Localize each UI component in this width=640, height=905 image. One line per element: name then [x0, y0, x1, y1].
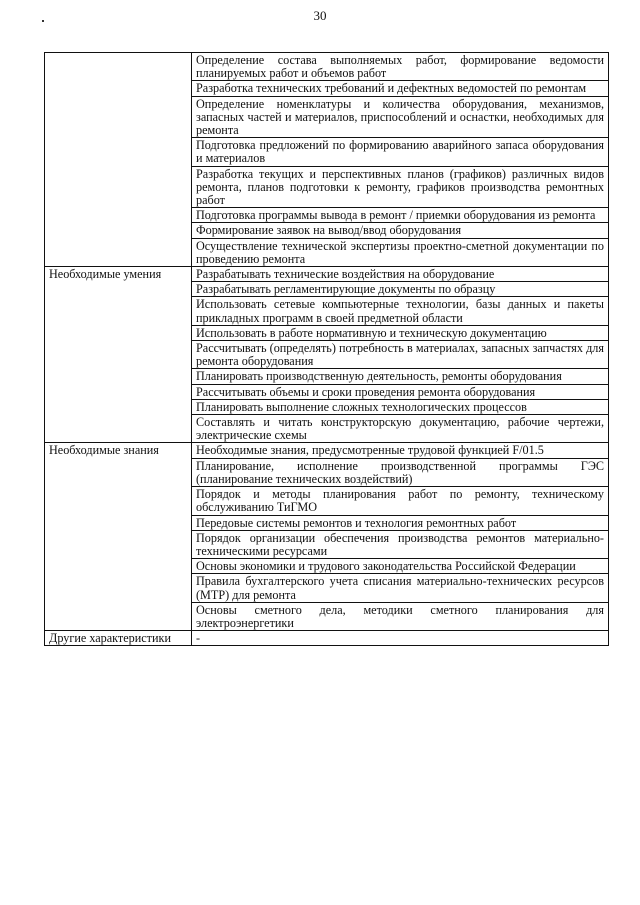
section-item: Порядок и методы планирования работ по ремонту, техническому обслуживанию ТиГМО	[192, 487, 609, 515]
section-item: Составлять и читать конструкторскую документацию, рабочие чертежи, электрические схемы	[192, 415, 609, 443]
section-item: Планировать производственную деятельность, ремонты оборудования	[192, 369, 609, 384]
table-row	[45, 631, 609, 646]
section-item: Рассчитывать (определять) потребность в материалах, запасных запчастях для ремонта оборудования	[192, 341, 609, 369]
section-item: Определение состава выполняемых работ, формирование ведомости планируемых работ и объемов работ	[192, 53, 609, 81]
section-item: Основы сметного дела, методики сметного планирования для электроэнергетики	[192, 602, 609, 630]
section-item: Основы экономики и трудового законодательства Российской Федерации	[192, 559, 609, 574]
section-item: -	[192, 631, 609, 646]
section-label: Другие характеристики	[45, 631, 192, 646]
section-item: Использовать сетевые компьютерные технологии, базы данных и пакеты прикладных программ в своей предметной области	[192, 297, 609, 325]
table-row	[45, 267, 609, 282]
competency-table-body	[45, 53, 609, 646]
section-item: Осуществление технической экспертизы проектно-сметной документации по проведению ремонта	[192, 238, 609, 266]
section-item: Разработка текущих и перспективных планов (графиков) различных видов ремонта, планов подготовки к ремонту, графиков производства ремонтных работ	[192, 166, 609, 208]
section-label: Необходимые умения	[45, 267, 192, 443]
section-item: Передовые системы ремонтов и технология ремонтных работ	[192, 515, 609, 530]
page-number: 30	[313, 8, 327, 23]
section-item: Разрабатывать технические воздействия на оборудование	[192, 267, 609, 282]
section-item: Подготовка предложений по формированию аварийного запаса оборудования и материалов	[192, 138, 609, 166]
section-item: Подготовка программы вывода в ремонт / приемки оборудования из ремонта	[192, 208, 609, 223]
section-item: Планирование, исполнение производственной программы ГЭС (планирование технических воздействий)	[192, 458, 609, 486]
section-item: Планировать выполнение сложных технологических процессов	[192, 399, 609, 414]
table-row	[45, 443, 609, 458]
section-item: Определение номенклатуры и количества оборудования, механизмов, запасных частей и материалов, приспособлений и оснастки, необходимых для ремонта	[192, 96, 609, 138]
section-item: Использовать в работе нормативную и техническую документацию	[192, 325, 609, 340]
section-item: Разработка технических требований и дефектных ведомостей по ремонтам	[192, 81, 609, 96]
section-item: Разрабатывать регламентирующие документы по образцу	[192, 282, 609, 297]
competency-table	[44, 52, 609, 646]
section-item: Порядок организации обеспечения производства ремонтов материально-техническими ресурсами	[192, 530, 609, 558]
section-item: Рассчитывать объемы и сроки проведения ремонта оборудования	[192, 384, 609, 399]
section-label: Необходимые знания	[45, 443, 192, 631]
table-row	[45, 53, 609, 81]
section-item: Необходимые знания, предусмотренные трудовой функцией F/01.5	[192, 443, 609, 458]
section-label	[45, 53, 192, 267]
section-item: Правила бухгалтерского учета списания материально-технических ресурсов (МТР) для ремонта	[192, 574, 609, 602]
section-item: Формирование заявок на вывод/ввод оборудования	[192, 223, 609, 238]
